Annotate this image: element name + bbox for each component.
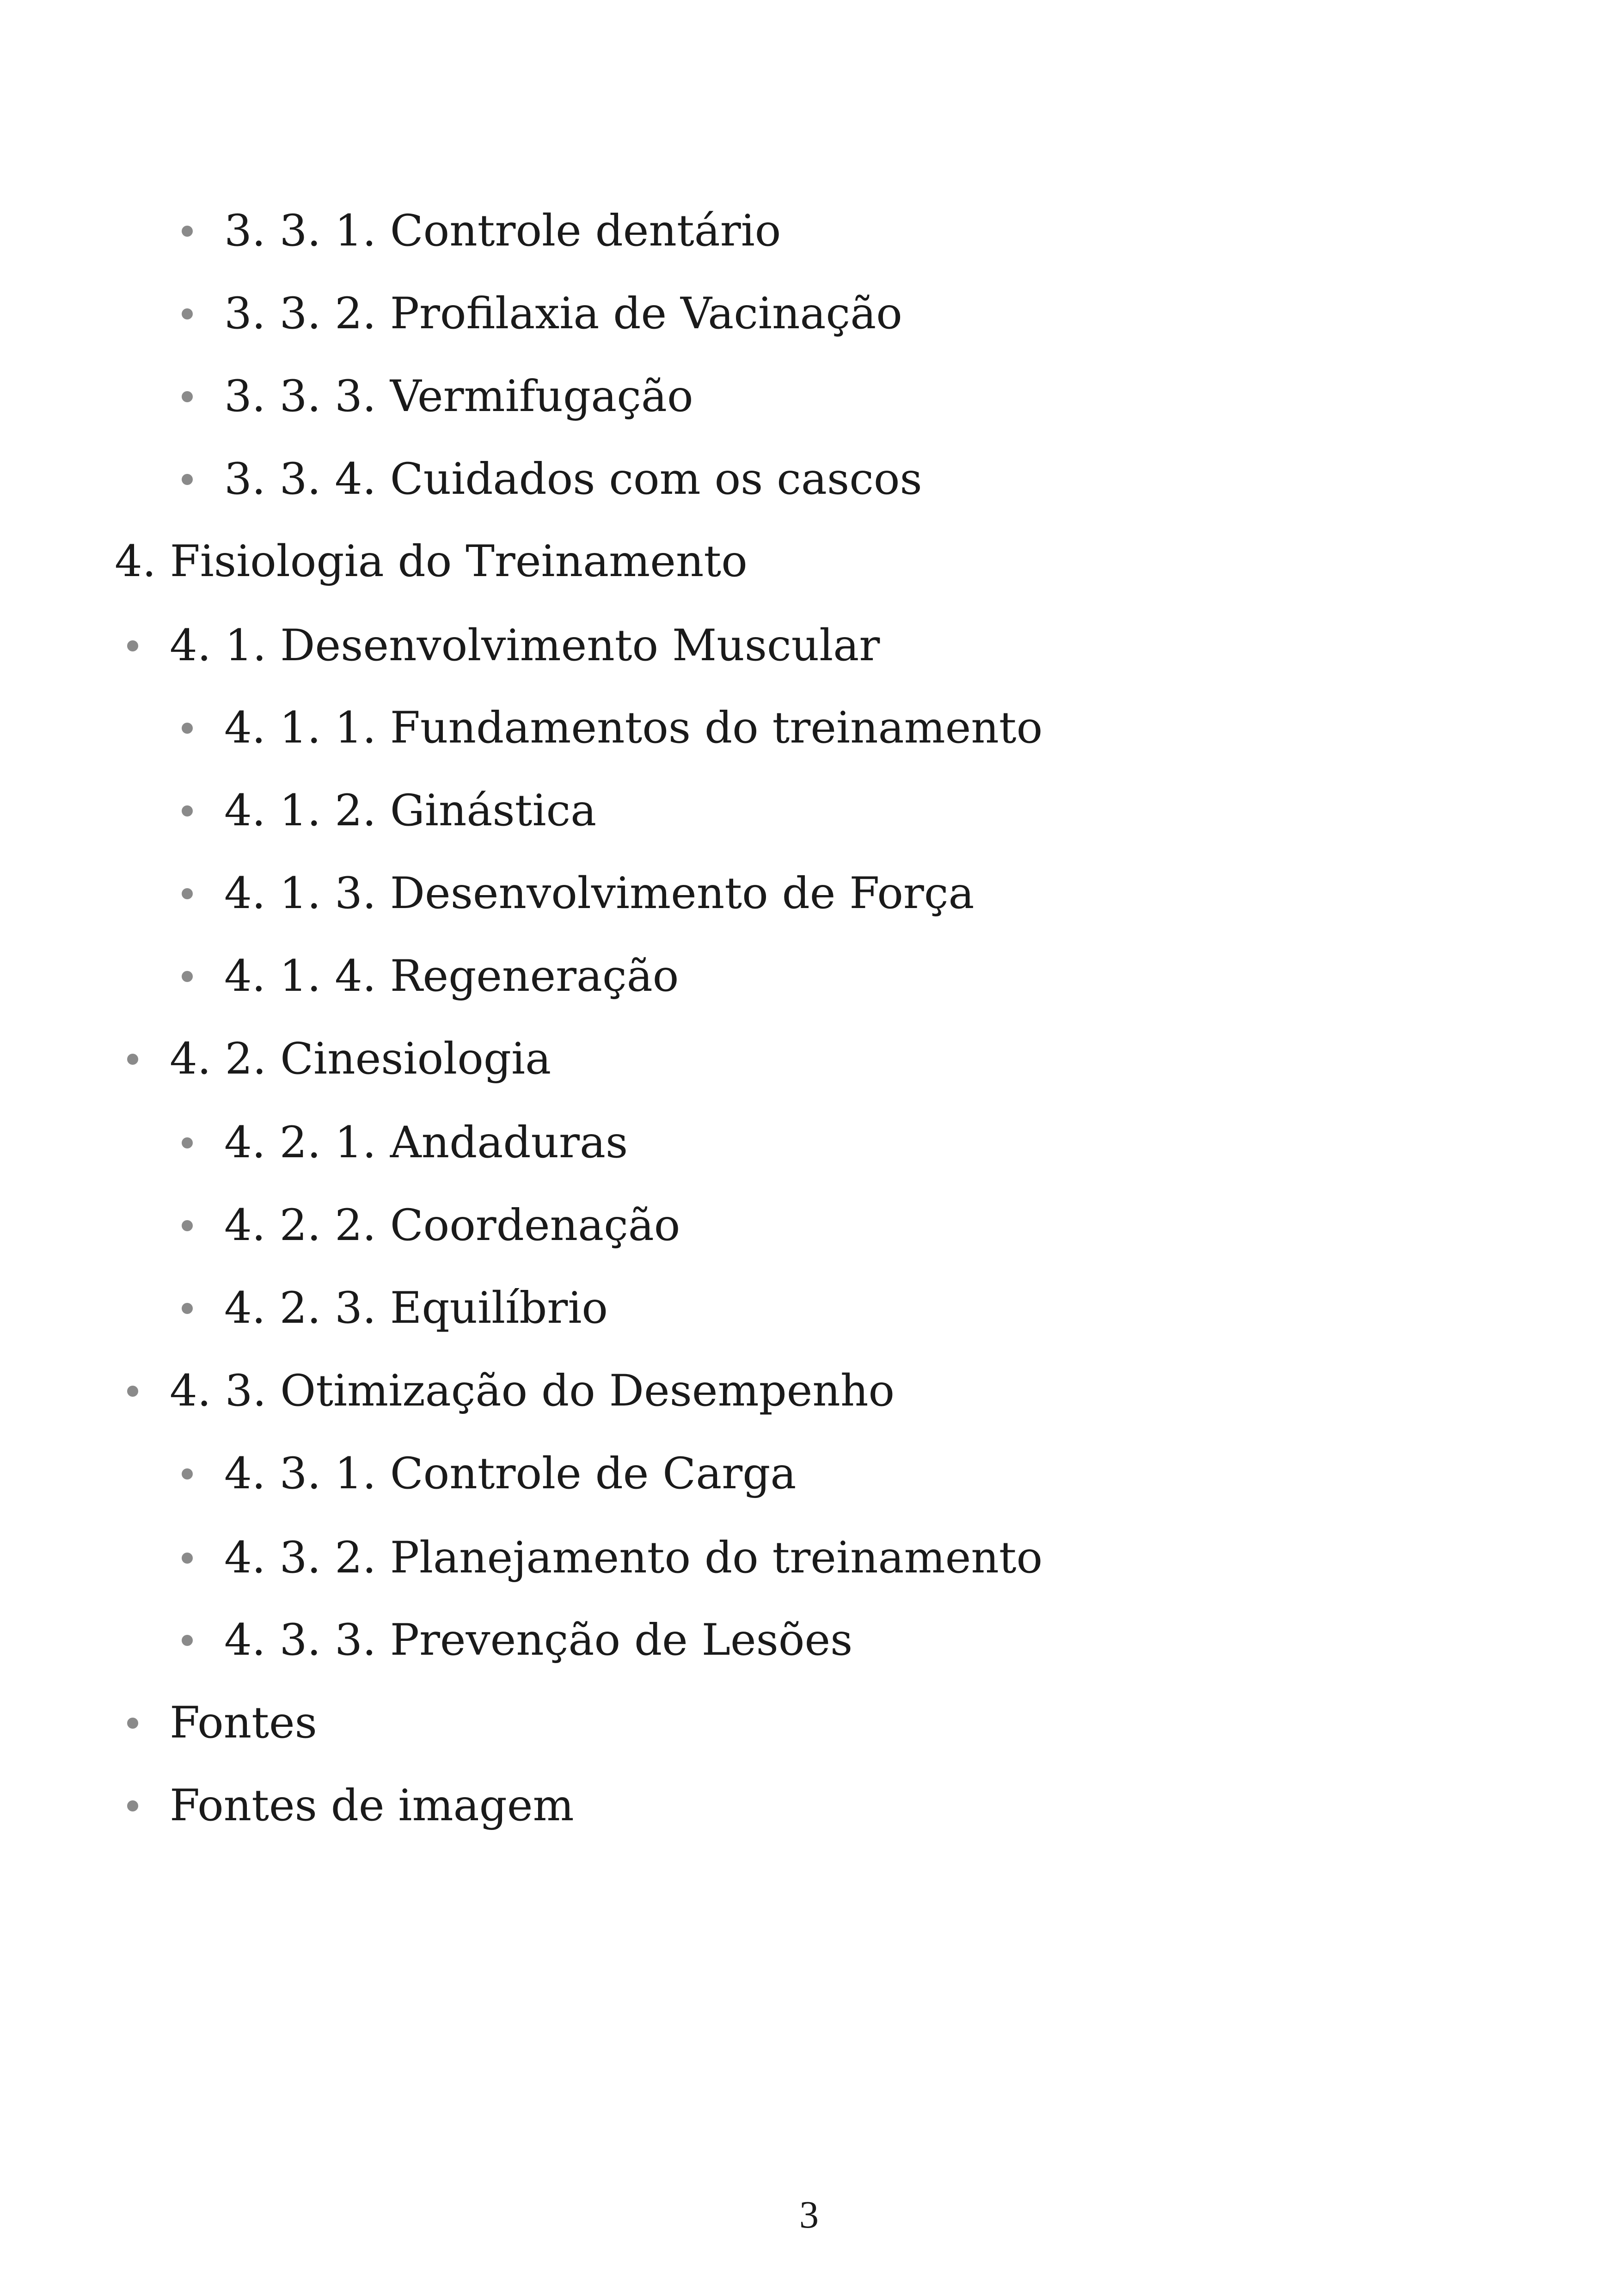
toc-entry[interactable] bbox=[170, 1366, 895, 1416]
toc-entry-text: 4. 2. 1. Andaduras bbox=[224, 1117, 628, 1168]
toc-entry[interactable] bbox=[224, 289, 902, 339]
toc-entry[interactable] bbox=[170, 620, 880, 671]
toc-entry-text: 4. 2. 3. Equilíbrio bbox=[224, 1283, 608, 1333]
bullet-icon bbox=[182, 888, 193, 899]
toc-entry-text: 4. 1. 4. Regeneração bbox=[224, 951, 679, 1001]
bullet-icon bbox=[127, 1386, 138, 1397]
toc-entry-text: 4. Fisiologia do Treinamento bbox=[115, 536, 748, 587]
bullet-icon bbox=[182, 805, 193, 816]
toc-entry[interactable] bbox=[224, 1200, 680, 1251]
toc-entry[interactable] bbox=[224, 1533, 1043, 1583]
page-number: 3 bbox=[799, 2193, 819, 2236]
toc-entry-text: 4. 1. 1. Fundamentos do treinamento bbox=[224, 703, 1043, 753]
toc-entry-text: 3. 3. 4. Cuidados com os cascos bbox=[224, 454, 922, 504]
toc-entry-text: 4. 3. 3. Prevenção de Lesões bbox=[224, 1615, 853, 1665]
toc-entry-text: 3. 3. 2. Profilaxia de Vacinação bbox=[224, 289, 902, 339]
bullet-icon bbox=[127, 1054, 138, 1065]
bullet-icon bbox=[127, 1718, 138, 1729]
bullet-icon bbox=[182, 1553, 193, 1564]
bullet-icon bbox=[182, 1468, 193, 1480]
bullet-icon bbox=[182, 391, 193, 402]
toc-entry-text: 4. 3. Otimização do Desempenho bbox=[170, 1366, 895, 1416]
toc-entry[interactable] bbox=[224, 868, 974, 919]
toc-entry[interactable] bbox=[170, 1780, 574, 1831]
bullet-icon bbox=[182, 971, 193, 982]
toc-entry[interactable] bbox=[115, 536, 748, 587]
toc-entry[interactable] bbox=[170, 1698, 317, 1748]
toc-entry-text: 3. 3. 1. Controle dentário bbox=[224, 206, 781, 256]
toc-entry[interactable] bbox=[170, 1034, 552, 1084]
toc-entry[interactable] bbox=[224, 951, 679, 1001]
bullet-icon bbox=[182, 1303, 193, 1314]
toc-entry[interactable] bbox=[224, 1283, 608, 1333]
toc-entry-text: Fontes bbox=[170, 1698, 317, 1748]
toc-entry-text: 4. 1. 2. Ginástica bbox=[224, 786, 597, 836]
toc-entry[interactable] bbox=[224, 206, 781, 256]
bullet-icon bbox=[182, 308, 193, 319]
toc-entry-text: 4. 2. Cinesiologia bbox=[170, 1034, 552, 1084]
toc-entry[interactable] bbox=[224, 1449, 797, 1499]
toc-entry[interactable] bbox=[224, 1615, 853, 1665]
toc-entry-text: 4. 3. 2. Planejamento do treinamento bbox=[224, 1533, 1043, 1583]
toc-entry-text: 4. 1. 3. Desenvolvimento de Força bbox=[224, 868, 974, 919]
toc-entry[interactable] bbox=[224, 703, 1043, 753]
toc-entry-text: 4. 1. Desenvolvimento Muscular bbox=[170, 620, 880, 671]
bullet-icon bbox=[182, 1220, 193, 1231]
bullet-icon bbox=[127, 1800, 138, 1811]
toc-entry[interactable] bbox=[224, 454, 922, 504]
bullet-icon bbox=[182, 1137, 193, 1148]
toc-entry-text: 3. 3. 3. Vermifugação bbox=[224, 371, 693, 422]
toc-entry[interactable] bbox=[224, 371, 693, 422]
toc-entry[interactable] bbox=[224, 1117, 628, 1168]
toc-entry-text: 4. 2. 2. Coordenação bbox=[224, 1200, 680, 1251]
toc-entry-text: 4. 3. 1. Controle de Carga bbox=[224, 1449, 797, 1499]
bullet-icon bbox=[182, 1635, 193, 1646]
toc-entry-text: Fontes de imagem bbox=[170, 1780, 574, 1831]
bullet-icon bbox=[127, 640, 138, 651]
bullet-icon bbox=[182, 474, 193, 485]
bullet-icon bbox=[182, 226, 193, 237]
bullet-icon bbox=[182, 723, 193, 734]
toc-entry[interactable] bbox=[224, 786, 597, 836]
